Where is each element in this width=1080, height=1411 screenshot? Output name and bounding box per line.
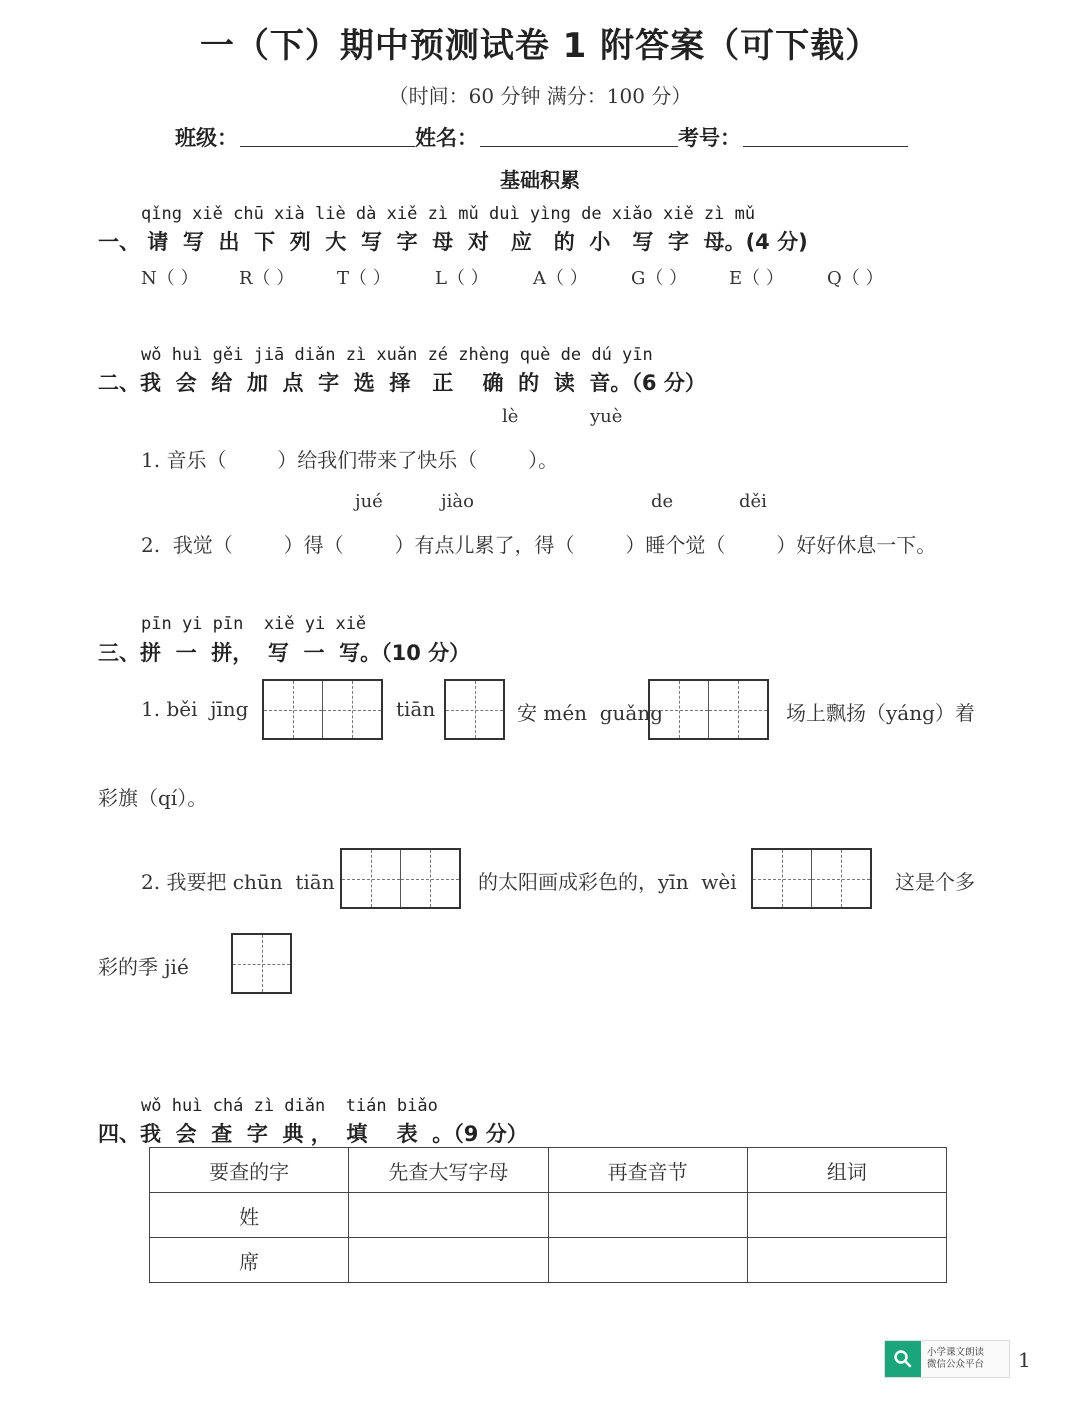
- q3-line2-b: 的太阳画成彩色的，yīn wèi: [478, 870, 737, 894]
- table-header: 先查大写字母: [349, 1148, 548, 1193]
- q2-heading: 二、我 会 给 加 点 字 选 择 正 确 的 读 音。（6 分）: [98, 371, 706, 395]
- table-row: [150, 1193, 947, 1238]
- table-header: 组词: [747, 1148, 946, 1193]
- page-number: 1: [1018, 1348, 1031, 1372]
- q3-line1-c: 安 mén guǎng: [517, 701, 664, 725]
- q4-pinyin: wǒ huì chá zì diǎn tián biǎo: [141, 1096, 438, 1116]
- class-field[interactable]: [240, 146, 415, 147]
- q2-item1-pinyin-b: yuè: [590, 406, 623, 427]
- search-icon: [885, 1341, 921, 1377]
- q2-item2-text[interactable]: 2. 我觉（ ）得（ ）有点儿累了，得（ ）睡个觉（ ）好好休息一下。: [141, 533, 937, 557]
- letter-item[interactable]: A（ ）: [533, 268, 588, 289]
- page-title: 一（下）期中预测试卷 1 附答案（可下载）: [199, 26, 881, 66]
- logo-line2: 微信公众平台: [927, 1359, 985, 1370]
- table-cell[interactable]: [548, 1238, 747, 1283]
- q3-line2-a: 2. 我要把 chūn tiān: [141, 870, 335, 894]
- table-cell[interactable]: [747, 1238, 946, 1283]
- q2-item2-pinyin-a: jué: [355, 491, 383, 512]
- q2-item2-pinyin-b: jiào: [441, 491, 474, 512]
- q2-pinyin: wǒ huì gěi jiā diǎn zì xuǎn zé zhèng què de dú yīn: [141, 345, 653, 365]
- q3-line2-cont: 彩的季 jié: [98, 955, 189, 979]
- table-header: 再查音节: [548, 1148, 747, 1193]
- number-label: 考号：: [678, 126, 741, 150]
- writing-grid-2[interactable]: [262, 679, 383, 740]
- q2-item1-pinyin-a: lè: [502, 406, 519, 427]
- section-title: 基础积累: [500, 168, 580, 192]
- table-cell[interactable]: [349, 1193, 548, 1238]
- q2-item2-pinyin-d: děi: [739, 491, 767, 512]
- q3-line1-cont: 彩旗（qí）。: [98, 786, 208, 810]
- q3-line1-b: tiān: [396, 697, 436, 721]
- name-label: 姓名：: [415, 126, 478, 150]
- q1-heading: 一、 请 写 出 下 列 大 写 字 母 对 应 的 小 写 字 母。(4 分): [98, 230, 808, 254]
- letter-item[interactable]: Q（ ）: [827, 268, 884, 289]
- q3-line1-d: 场上飘扬（yáng）着: [786, 701, 975, 725]
- table-cell[interactable]: [747, 1193, 946, 1238]
- table-row: [150, 1238, 947, 1283]
- table-cell: 姓: [150, 1193, 349, 1238]
- q3-heading: 三、拼 一 拼， 写 一 写。（10 分）: [98, 641, 471, 665]
- letter-item[interactable]: N（ ）: [141, 268, 199, 289]
- writing-grid-2[interactable]: [648, 679, 769, 740]
- name-field[interactable]: [480, 146, 678, 147]
- table-cell: 席: [150, 1238, 349, 1283]
- table-header-row: [150, 1148, 947, 1193]
- q1-letters: [141, 264, 925, 290]
- writing-grid-2[interactable]: [340, 848, 461, 909]
- q3-line2-c: 这是个多: [895, 870, 975, 894]
- letter-item[interactable]: T（ ）: [337, 268, 391, 289]
- logo-line1: 小学课文朗读: [927, 1347, 985, 1358]
- table-header: 要查的字: [150, 1148, 349, 1193]
- q2-item2-pinyin-c: de: [651, 491, 674, 512]
- table-cell[interactable]: [548, 1193, 747, 1238]
- letter-item[interactable]: G（ ）: [631, 268, 688, 289]
- q1-pinyin: qǐng xiě chū xià liè dà xiě zì mǔ duì yìng de xiǎo xiě zì mǔ: [141, 204, 756, 224]
- number-field[interactable]: [743, 146, 908, 147]
- wechat-logo-badge: [884, 1340, 1010, 1378]
- q2-item1-text[interactable]: 1. 音乐（ ）给我们带来了快乐（ ）。: [141, 448, 559, 472]
- letter-item[interactable]: L（ ）: [435, 268, 489, 289]
- dictionary-table: [149, 1147, 947, 1283]
- writing-grid-1[interactable]: [444, 679, 505, 740]
- q3-pinyin: pīn yi pīn xiě yi xiě: [141, 614, 367, 634]
- letter-item[interactable]: E（ ）: [729, 268, 784, 289]
- letter-item[interactable]: R（ ）: [239, 268, 295, 289]
- q3-line1-a: 1. běi jīng: [141, 697, 249, 721]
- q4-heading: 四、我 会 查 字 典 ， 填 表 。（9 分）: [98, 1122, 528, 1146]
- table-cell[interactable]: [349, 1238, 548, 1283]
- writing-grid-2[interactable]: [751, 848, 872, 909]
- writing-grid-1[interactable]: [231, 933, 292, 994]
- class-label: 班级：: [175, 126, 238, 150]
- exam-time-info: （时间：60 分钟 满分：100 分）: [388, 84, 692, 108]
